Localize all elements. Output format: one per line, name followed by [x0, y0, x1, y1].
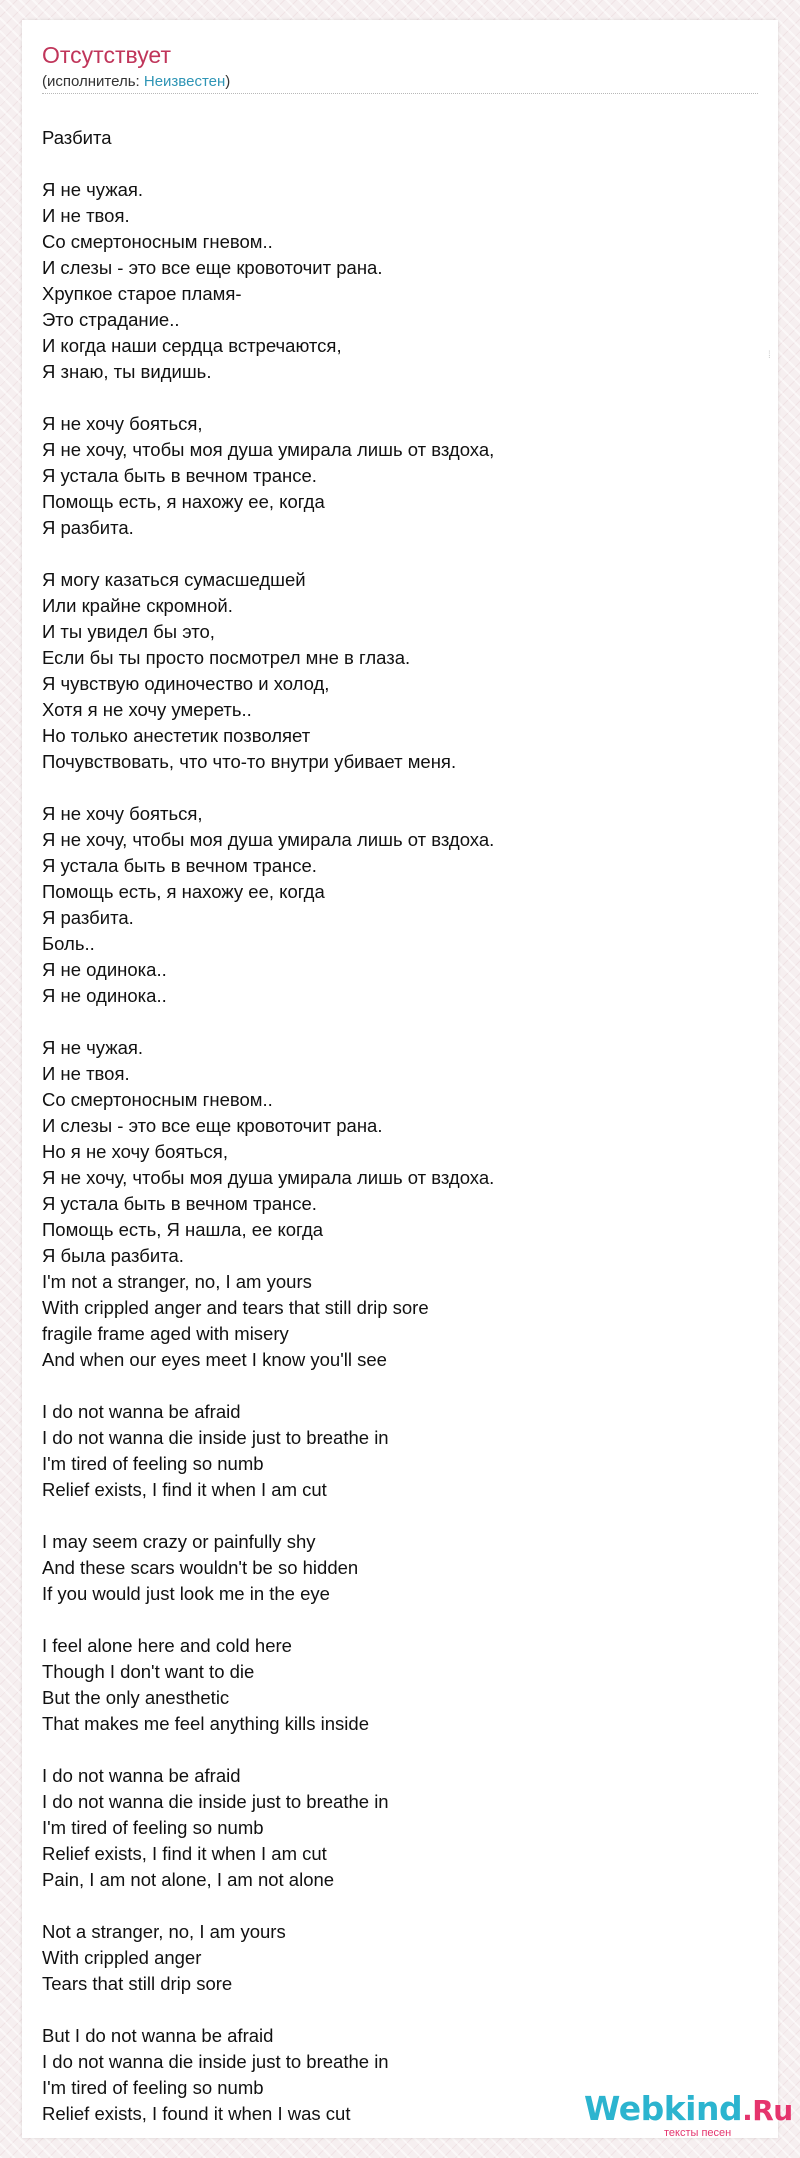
lyric-line: fragile frame aged with misery: [42, 1323, 289, 1344]
lyric-line: И когда наши сердца встречаются,: [42, 335, 342, 356]
lyric-line: И слезы - это все еще кровоточит рана.: [42, 1115, 383, 1136]
lyric-line: Я была разбита.: [42, 1245, 184, 1266]
lyric-line: Я могу казаться сумасшедшей: [42, 569, 306, 590]
lyric-line: I'm not a stranger, no, I am yours: [42, 1271, 312, 1292]
lyric-line: Я устала быть в вечном трансе.: [42, 465, 317, 486]
lyric-line: And when our eyes meet I know you'll see: [42, 1349, 387, 1370]
lyric-line: Я не одинока..: [42, 959, 167, 980]
lyric-line: Я не хочу, чтобы моя душа умирала лишь от вздоха.: [42, 829, 495, 850]
lyric-line: И ты увидел бы это,: [42, 621, 215, 642]
lyric-line: But the only anesthetic: [42, 1687, 230, 1708]
artist-prefix: (исполнитель:: [42, 73, 144, 90]
lyric-line: Я не хочу, чтобы моя душа умирала лишь от вздоха,: [42, 439, 495, 460]
song-title: Отсутствует: [42, 42, 171, 68]
lyric-line: I feel alone here and cold here: [42, 1635, 292, 1656]
lyric-line: Я не хочу бояться,: [42, 803, 203, 824]
lyric-line: Если бы ты просто посмотрел мне в глаза.: [42, 647, 411, 668]
logo-tld: .Ru: [742, 2094, 793, 2127]
lyric-line: With crippled anger and tears that still drip sore: [42, 1297, 429, 1318]
stanza-break: [42, 1009, 742, 1035]
lyric-line: Я знаю, ты видишь.: [42, 361, 212, 382]
lyric-line: Not a stranger, no, I am yours: [42, 1921, 286, 1942]
header-divider: [42, 93, 758, 94]
lyric-line: Though I don't want to die: [42, 1661, 255, 1682]
lyric-line: I do not wanna die inside just to breathe in: [42, 1791, 389, 1812]
lyric-line: If you would just look me in the eye: [42, 1583, 330, 1604]
lyric-line: Разбита: [42, 127, 112, 148]
lyric-line: Tears that still drip sore: [42, 1973, 233, 1994]
lyric-line: Хотя я не хочу умереть..: [42, 699, 252, 720]
lyric-line: Это страдание..: [42, 309, 180, 330]
lyric-line: Почувствовать, что что-то внутри убивает меня.: [42, 751, 457, 772]
lyric-line: Я чувствую одиночество и холод,: [42, 673, 330, 694]
lyric-line: Я устала быть в вечном трансе.: [42, 1193, 317, 1214]
lyric-line: That makes me feel anything kills inside: [42, 1713, 369, 1734]
lyric-line: I'm tired of feeling so numb: [42, 1453, 264, 1474]
lyric-line: Я устала быть в вечном трансе.: [42, 855, 317, 876]
logo-tagline: тексты песен: [664, 2127, 732, 2139]
lyric-line: Pain, I am not alone, I am not alone: [42, 1869, 335, 1890]
lyric-line: Помощь есть, я нахожу ее, когда: [42, 881, 325, 902]
lyric-line: Хрупкое старое пламя-: [42, 283, 242, 304]
lyric-line: I do not wanna be afraid: [42, 1765, 241, 1786]
stanza-break: [42, 1997, 742, 2023]
lyric-line: Боль..: [42, 933, 95, 954]
lyric-line: Я не чужая.: [42, 179, 144, 200]
lyric-line: Но я не хочу бояться,: [42, 1141, 228, 1162]
lyric-line: И не твоя.: [42, 1063, 130, 1084]
lyric-line: Я разбита.: [42, 517, 134, 538]
stanza-break: [42, 151, 742, 177]
artist-line: [42, 73, 230, 91]
logo-name: Webkind: [584, 2089, 743, 2128]
lyric-line: Relief exists, I find it when I am cut: [42, 1843, 327, 1864]
lyric-line: И не твоя.: [42, 205, 130, 226]
stanza-break: [42, 1607, 742, 1633]
stanza-break: [42, 775, 742, 801]
lyric-line: Relief exists, I found it when I was cut: [42, 2103, 351, 2124]
lyric-line: Я разбита.: [42, 907, 134, 928]
lyric-line: Я не чужая.: [42, 1037, 144, 1058]
lyric-line: I may seem crazy or painfully shy: [42, 1531, 316, 1552]
stanza-break: [42, 1373, 742, 1399]
lyric-line: Я не хочу бояться,: [42, 413, 203, 434]
lyrics-text: [42, 125, 742, 2127]
stanza-break: [42, 541, 742, 567]
lyric-line: Я не хочу, чтобы моя душа умирала лишь от вздоха.: [42, 1167, 495, 1188]
stanza-break: [42, 1737, 742, 1763]
lyric-line: I do not wanna be afraid: [42, 1401, 241, 1422]
stanza-break: [42, 385, 742, 411]
lyric-line: Но только анестетик позволяет: [42, 725, 311, 746]
lyric-line: Со смертоносным гневом..: [42, 231, 273, 252]
lyric-line: И слезы - это все еще кровоточит рана.: [42, 257, 383, 278]
lyric-line: Со смертоносным гневом..: [42, 1089, 273, 1110]
lyric-line: And these scars wouldn't be so hidden: [42, 1557, 359, 1578]
lyric-line: Или крайне скромной.: [42, 595, 233, 616]
lyric-line: I do not wanna die inside just to breathe in: [42, 1427, 389, 1448]
stanza-break: [42, 1893, 742, 1919]
lyric-line: Помощь есть, я нахожу ее, когда: [42, 491, 325, 512]
lyric-line: Я не одинока..: [42, 985, 167, 1006]
side-drag-mark: ⁞: [768, 350, 771, 361]
lyric-line: Relief exists, I find it when I am cut: [42, 1479, 327, 1500]
site-logo[interactable]: [584, 2089, 793, 2128]
lyric-line: I'm tired of feeling so numb: [42, 1817, 264, 1838]
lyric-line: With crippled anger: [42, 1947, 202, 1968]
lyric-line: I'm tired of feeling so numb: [42, 2077, 264, 2098]
lyric-line: I do not wanna die inside just to breathe in: [42, 2051, 389, 2072]
artist-suffix: ): [225, 73, 231, 90]
lyric-line: But I do not wanna be afraid: [42, 2025, 274, 2046]
lyrics-card: [22, 20, 793, 2139]
artist-link[interactable]: Неизвестен: [143, 73, 226, 90]
stanza-break: [42, 1503, 742, 1529]
lyric-line: Помощь есть, Я нашла, ее когда: [42, 1219, 324, 1240]
